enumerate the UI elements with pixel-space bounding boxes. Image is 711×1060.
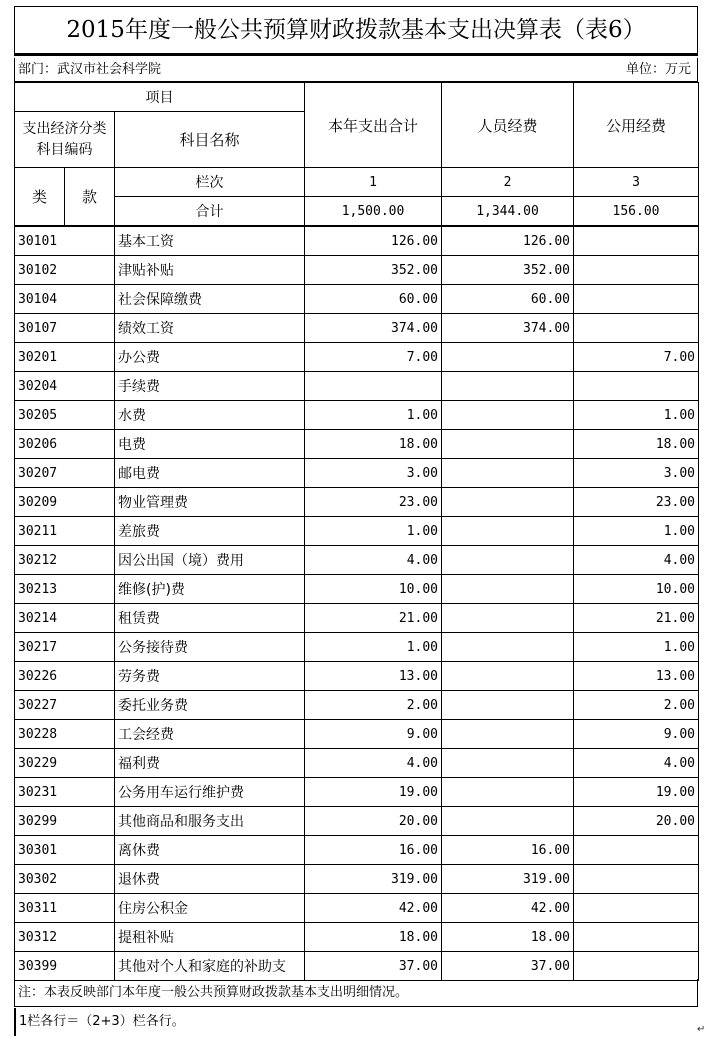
row-code: 30207 — [15, 459, 115, 488]
row-total: 7.00 — [305, 343, 442, 372]
table-row — [15, 227, 699, 256]
row-public — [574, 865, 699, 894]
row-name: 基本工资 — [115, 227, 305, 256]
row-public: 9.00 — [574, 720, 699, 749]
row-total: 16.00 — [305, 836, 442, 865]
header-table — [14, 82, 699, 226]
row-personnel — [442, 488, 574, 517]
row-public: 3.00 — [574, 459, 699, 488]
row-code: 30204 — [15, 372, 115, 401]
row-personnel: 319.00 — [442, 865, 574, 894]
row-personnel: 37.00 — [442, 952, 574, 981]
row-public: 23.00 — [574, 488, 699, 517]
row-total: 126.00 — [305, 227, 442, 256]
header-economic-code: 支出经济分类科目编码 — [15, 112, 115, 168]
row-public: 21.00 — [574, 604, 699, 633]
table-row — [15, 459, 699, 488]
row-name: 物业管理费 — [115, 488, 305, 517]
row-public: 10.00 — [574, 575, 699, 604]
row-total: 13.00 — [305, 662, 442, 691]
row-code: 30213 — [15, 575, 115, 604]
row-personnel — [442, 459, 574, 488]
row-code: 30301 — [15, 836, 115, 865]
row-code: 30229 — [15, 749, 115, 778]
row-public: 1.00 — [574, 517, 699, 546]
row-name: 离休费 — [115, 836, 305, 865]
row-total: 19.00 — [305, 778, 442, 807]
row-personnel: 126.00 — [442, 227, 574, 256]
row-personnel: 42.00 — [442, 894, 574, 923]
row-name: 手续费 — [115, 372, 305, 401]
row-public — [574, 256, 699, 285]
column-index-3: 3 — [574, 168, 699, 197]
row-name: 退休费 — [115, 865, 305, 894]
row-total: 9.00 — [305, 720, 442, 749]
row-code: 30217 — [15, 633, 115, 662]
row-name: 其他对个人和家庭的补助支 — [115, 952, 305, 981]
row-code: 30211 — [15, 517, 115, 546]
row-name: 提租补贴 — [115, 923, 305, 952]
row-code: 30312 — [15, 923, 115, 952]
sum-label: 合计 — [115, 197, 305, 226]
table-row — [15, 517, 699, 546]
header-total-expenditure: 本年支出合计 — [305, 83, 442, 168]
row-personnel — [442, 401, 574, 430]
row-personnel — [442, 372, 574, 401]
sum-public: 156.00 — [574, 197, 699, 226]
table-row — [15, 256, 699, 285]
row-personnel — [442, 604, 574, 633]
table-row — [15, 923, 699, 952]
table-row — [15, 952, 699, 981]
table-row — [15, 778, 699, 807]
table-row — [15, 720, 699, 749]
row-code: 30107 — [15, 314, 115, 343]
row-public: 19.00 — [574, 778, 699, 807]
row-personnel — [442, 807, 574, 836]
row-code: 30206 — [15, 430, 115, 459]
row-public — [574, 894, 699, 923]
row-code: 30214 — [15, 604, 115, 633]
row-public — [574, 314, 699, 343]
row-name: 津贴补贴 — [115, 256, 305, 285]
row-code: 30209 — [15, 488, 115, 517]
row-name: 邮电费 — [115, 459, 305, 488]
row-name: 水费 — [115, 401, 305, 430]
row-name: 差旅费 — [115, 517, 305, 546]
table-row — [15, 285, 699, 314]
row-name: 公务用车运行维护费 — [115, 778, 305, 807]
row-personnel: 18.00 — [442, 923, 574, 952]
row-total: 21.00 — [305, 604, 442, 633]
table-row — [15, 430, 699, 459]
row-public: 4.00 — [574, 546, 699, 575]
table-row — [15, 662, 699, 691]
header-personnel-cost: 人员经费 — [442, 83, 574, 168]
table-row — [15, 865, 699, 894]
row-name: 维修(护)费 — [115, 575, 305, 604]
row-public — [574, 285, 699, 314]
row-public — [574, 952, 699, 981]
row-name: 其他商品和服务支出 — [115, 807, 305, 836]
row-personnel: 352.00 — [442, 256, 574, 285]
table-row — [15, 488, 699, 517]
row-total: 37.00 — [305, 952, 442, 981]
row-total: 42.00 — [305, 894, 442, 923]
row-personnel — [442, 430, 574, 459]
row-total: 23.00 — [305, 488, 442, 517]
department-label: 部门：武汉市社会科学院 — [18, 62, 162, 77]
row-code: 30299 — [15, 807, 115, 836]
table-row — [15, 691, 699, 720]
row-code: 30231 — [15, 778, 115, 807]
row-name: 劳务费 — [115, 662, 305, 691]
table-row — [15, 807, 699, 836]
row-total: 3.00 — [305, 459, 442, 488]
row-total: 2.00 — [305, 691, 442, 720]
row-code: 30201 — [15, 343, 115, 372]
column-index-2: 2 — [442, 168, 574, 197]
row-code: 30102 — [15, 256, 115, 285]
row-name: 工会经费 — [115, 720, 305, 749]
row-code: 30227 — [15, 691, 115, 720]
column-index-1: 1 — [305, 168, 442, 197]
row-code: 30104 — [15, 285, 115, 314]
table-row — [15, 575, 699, 604]
row-public: 4.00 — [574, 749, 699, 778]
row-personnel — [442, 749, 574, 778]
row-code: 30302 — [15, 865, 115, 894]
table-row — [15, 343, 699, 372]
sum-total: 1,500.00 — [305, 197, 442, 226]
row-total: 374.00 — [305, 314, 442, 343]
header-subject-name: 科目名称 — [115, 112, 305, 168]
row-personnel — [442, 691, 574, 720]
table-row — [15, 633, 699, 662]
row-code: 30212 — [15, 546, 115, 575]
row-code: 30228 — [15, 720, 115, 749]
table-row — [15, 401, 699, 430]
row-total: 1.00 — [305, 401, 442, 430]
sum-personnel: 1,344.00 — [442, 197, 574, 226]
table-row — [15, 546, 699, 575]
row-public: 1.00 — [574, 401, 699, 430]
row-public — [574, 923, 699, 952]
row-total: 352.00 — [305, 256, 442, 285]
row-personnel — [442, 778, 574, 807]
row-personnel — [442, 517, 574, 546]
row-total: 10.00 — [305, 575, 442, 604]
row-total: 319.00 — [305, 865, 442, 894]
header-public-cost: 公用经费 — [574, 83, 699, 168]
header-item: 项目 — [15, 83, 305, 112]
unit-label: 单位：万元 — [625, 62, 691, 77]
row-total — [305, 372, 442, 401]
row-personnel — [442, 575, 574, 604]
row-personnel: 60.00 — [442, 285, 574, 314]
row-personnel — [442, 720, 574, 749]
row-personnel — [442, 633, 574, 662]
row-code: 30311 — [15, 894, 115, 923]
row-name: 办公费 — [115, 343, 305, 372]
row-public — [574, 227, 699, 256]
header-lanci: 栏次 — [115, 168, 305, 197]
row-name: 住房公积金 — [115, 894, 305, 923]
header-kuan: 款 — [65, 168, 115, 226]
table-row — [15, 314, 699, 343]
row-public: 7.00 — [574, 343, 699, 372]
row-public — [574, 836, 699, 865]
row-code: 30101 — [15, 227, 115, 256]
row-total: 18.00 — [305, 923, 442, 952]
row-public: 1.00 — [574, 633, 699, 662]
footnote-1: 注：本表反映部门本年度一般公共预算财政拨款基本支出明细情况。 — [14, 979, 698, 1007]
row-name: 因公出国（境）费用 — [115, 546, 305, 575]
row-public: 18.00 — [574, 430, 699, 459]
expenditure-table — [14, 226, 699, 981]
row-personnel — [442, 546, 574, 575]
table-row — [15, 894, 699, 923]
header-lei: 类 — [15, 168, 65, 226]
row-code: 30205 — [15, 401, 115, 430]
row-total: 60.00 — [305, 285, 442, 314]
row-name: 电费 — [115, 430, 305, 459]
table-row — [15, 604, 699, 633]
row-name: 租赁费 — [115, 604, 305, 633]
row-name: 委托业务费 — [115, 691, 305, 720]
row-name: 绩效工资 — [115, 314, 305, 343]
row-total: 18.00 — [305, 430, 442, 459]
row-personnel: 374.00 — [442, 314, 574, 343]
table-row — [15, 836, 699, 865]
row-public: 2.00 — [574, 691, 699, 720]
table-row — [15, 749, 699, 778]
row-public: 13.00 — [574, 662, 699, 691]
row-total: 20.00 — [305, 807, 442, 836]
row-name: 社会保障缴费 — [115, 285, 305, 314]
page-title: 2015年度一般公共预算财政拨款基本支出决算表（表6） — [14, 6, 698, 56]
row-personnel: 16.00 — [442, 836, 574, 865]
row-name: 福利费 — [115, 749, 305, 778]
row-total: 1.00 — [305, 633, 442, 662]
row-code: 30226 — [15, 662, 115, 691]
row-total: 1.00 — [305, 517, 442, 546]
row-total: 4.00 — [305, 749, 442, 778]
row-total: 4.00 — [305, 546, 442, 575]
table-row — [15, 372, 699, 401]
row-name: 公务接待费 — [115, 633, 305, 662]
paragraph-mark: ↵ — [697, 1024, 706, 1035]
report-meta-bar — [14, 58, 698, 82]
row-personnel — [442, 343, 574, 372]
row-code: 30399 — [15, 952, 115, 981]
row-public: 20.00 — [574, 807, 699, 836]
row-public — [574, 372, 699, 401]
footnote-2: 1栏各行＝（2+3）栏各行。 — [14, 1008, 698, 1036]
row-personnel — [442, 662, 574, 691]
